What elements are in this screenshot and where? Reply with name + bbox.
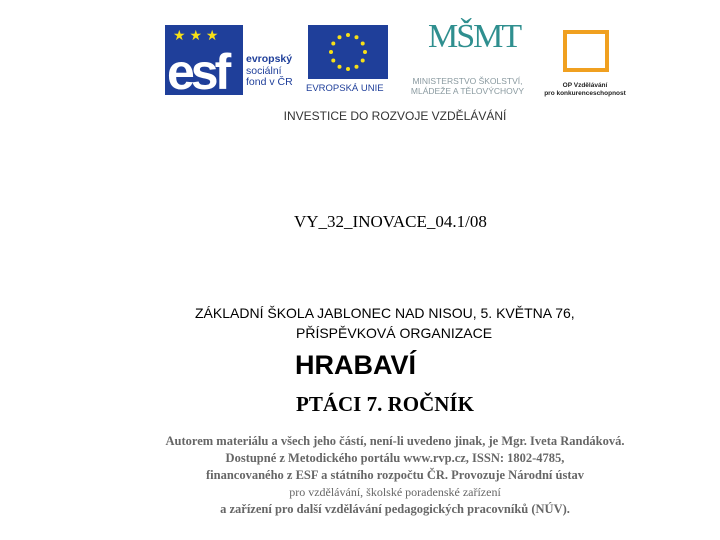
op-caption xyxy=(538,82,632,98)
footer-line: pro vzdělávání, školské poradenské zařízení xyxy=(289,485,501,499)
footer-line: a zařízení pro další vzdělávání pedagogických pracovníků (NÚV). xyxy=(220,502,570,516)
op-logo-icon xyxy=(563,30,609,72)
page-title: HRABAVÍ xyxy=(295,350,416,380)
msmt-line2: MLÁDEŽE A TĚLOVÝCHOVY xyxy=(410,86,525,96)
esf-line2: sociální xyxy=(246,64,282,77)
op-line2: pro konkurenceschopnost xyxy=(544,90,626,97)
page-subtitle: PTÁCI 7. ROČNÍK xyxy=(296,392,474,416)
footer-line: Dostupné z Metodického portálu www.rvp.cz, ISSN: 1802-4785, xyxy=(225,451,565,465)
op-line1: OP Vzdělávání xyxy=(562,82,608,89)
tagline: INVESTICE DO ROZVOJE VZDĚLÁVÁNÍ xyxy=(283,109,507,123)
author-footer xyxy=(100,433,690,518)
msmt-line1: MINISTERSTVO ŠKOLSTVÍ, xyxy=(412,76,523,86)
eu-stars-icon xyxy=(328,32,368,72)
esf-line1: evropský xyxy=(246,53,293,65)
footer-line: Autorem materiálu a všech jeho částí, není-li uvedeno jinak, je Mgr. Iveta Randáková. xyxy=(165,434,625,448)
eu-flag-logo xyxy=(308,25,388,79)
school-name-line1: ZÁKLADNÍ ŠKOLA JABLONEC NAD NISOU, 5. KVĚTNA 76, xyxy=(195,305,575,321)
msmt-logo-mark: MŠMT xyxy=(428,18,521,55)
eu-caption: EVROPSKÁ UNIE xyxy=(306,83,384,94)
material-code: VY_32_INOVACE_04.1/08 xyxy=(294,212,487,231)
esf-logo-mark: esf xyxy=(167,44,228,100)
footer-line: financovaného z ESF a státního rozpočtu ČR. Provozuje Národní ústav xyxy=(205,468,585,482)
esf-logo xyxy=(165,25,243,100)
school-name-line2: PŘÍSPĚVKOVÁ ORGANIZACE xyxy=(296,325,493,341)
stars-icon: ★ ★ ★ xyxy=(173,27,219,43)
msmt-caption xyxy=(395,76,540,96)
esf-logo-text xyxy=(246,54,293,89)
esf-line3: fond v ČR xyxy=(246,76,293,88)
